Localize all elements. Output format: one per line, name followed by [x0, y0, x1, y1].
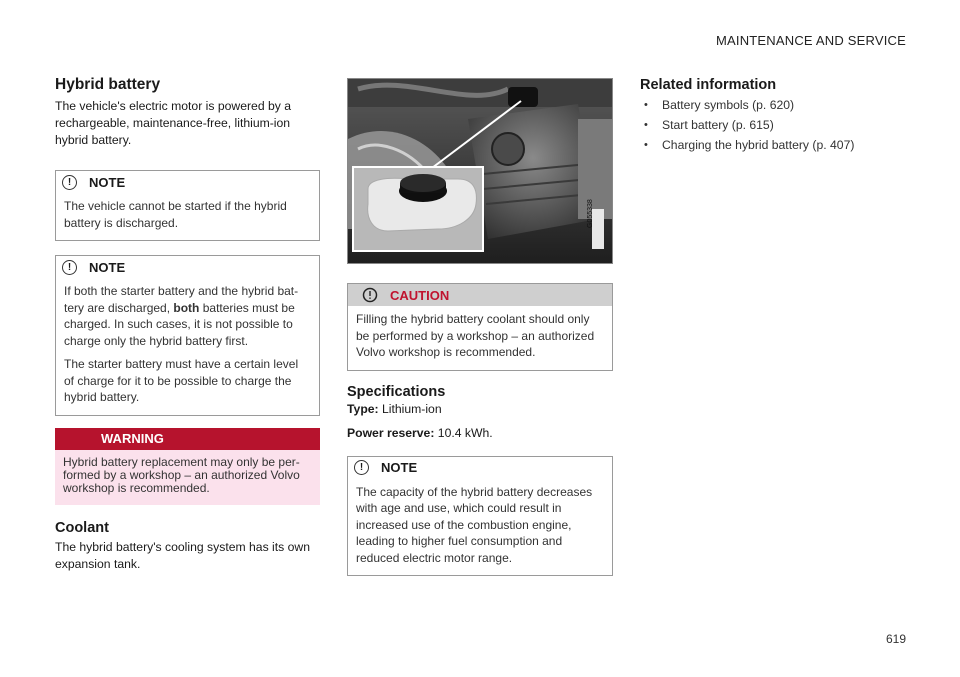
note-header: [56, 171, 319, 193]
specifications-title: Specifications: [347, 383, 446, 400]
note-header: [56, 256, 319, 278]
image-code: G055338: [587, 199, 594, 228]
info-circle-icon: !: [62, 175, 77, 190]
related-link-charging-hybrid-battery[interactable]: • Charging the hybrid battery (p. 407): [640, 135, 910, 155]
note-box-3: [347, 456, 613, 577]
note-paragraph-2: The starter battery must have a certain level of charge for it to be possible to charge the hybrid battery.: [64, 357, 299, 404]
note-paragraph-1: [64, 283, 311, 349]
intro-text: The vehicle's electric motor is powered by a rechargeable, maintenance-free, lithium-ion hybrid battery.: [55, 99, 292, 147]
coolant-text: The hybrid battery's cooling system has its own expansion tank.: [55, 539, 310, 571]
spec-type-value: Lithium-ion: [378, 401, 442, 416]
note-text-part: batteries must be charged. In such cases, it is not possible to charge only the hybrid battery first.: [64, 300, 295, 348]
spec-type-label: Type:: [347, 401, 379, 416]
engine-illustration: [348, 79, 613, 264]
column-1: [55, 76, 320, 573]
section-title: Hybrid battery: [55, 76, 161, 93]
coolant-title: Coolant: [55, 519, 109, 536]
note-label: NOTE: [89, 174, 126, 190]
note-text-part: If both the starter battery and the hybrid bat-tery are discharged,: [64, 284, 299, 315]
column-2: [347, 78, 613, 576]
spec-power: [347, 425, 613, 442]
caution-header: [348, 284, 612, 306]
running-header: MAINTENANCE AND SERVICE: [715, 33, 906, 48]
related-link-start-battery[interactable]: • Start battery (p. 615): [640, 115, 910, 135]
related-information-title: Related information: [640, 77, 777, 93]
note-bold-word: both: [173, 300, 200, 315]
warning-label: WARNING: [101, 431, 164, 446]
warning-box: [55, 428, 320, 505]
note-label: NOTE: [381, 460, 418, 475]
note-box-2: [55, 255, 320, 416]
note-body: [56, 278, 319, 415]
spec-power-value: 10.4 kWh.: [434, 425, 493, 440]
warning-header: [55, 428, 320, 450]
note-label: NOTE: [89, 259, 126, 275]
note-body: The capacity of the hybrid battery decreases with age and use, which could result in increased use of the combustion engine, leading to higher fuel consumption and reduced electric motor range.: [356, 484, 593, 565]
column-3: [640, 77, 910, 155]
page-number: 619: [885, 632, 906, 646]
related-list: [640, 95, 910, 155]
spec-type: [347, 401, 613, 418]
caution-box: [347, 283, 613, 371]
note-header: [348, 457, 612, 479]
caution-body: Filling the hybrid battery coolant should only be performed by a workshop – an authorized Volvo workshop is recommended.: [356, 312, 595, 359]
spec-power-label: Power reserve:: [347, 425, 435, 440]
engine-bay-photo: [347, 78, 613, 264]
warning-body: Hybrid battery replacement may only be per-formed by a workshop – an authorized Volvo workshop is recommended.: [63, 454, 300, 495]
note-box-1: [55, 170, 320, 241]
note-body: The vehicle cannot be started if the hybrid battery is discharged.: [64, 199, 287, 230]
info-circle-icon: !: [354, 460, 369, 475]
related-link-battery-symbols[interactable]: • Battery symbols (p. 620): [640, 95, 910, 115]
info-circle-icon: !: [62, 260, 77, 275]
caution-circle-icon: [362, 287, 378, 303]
caution-label: CAUTION: [390, 287, 450, 303]
